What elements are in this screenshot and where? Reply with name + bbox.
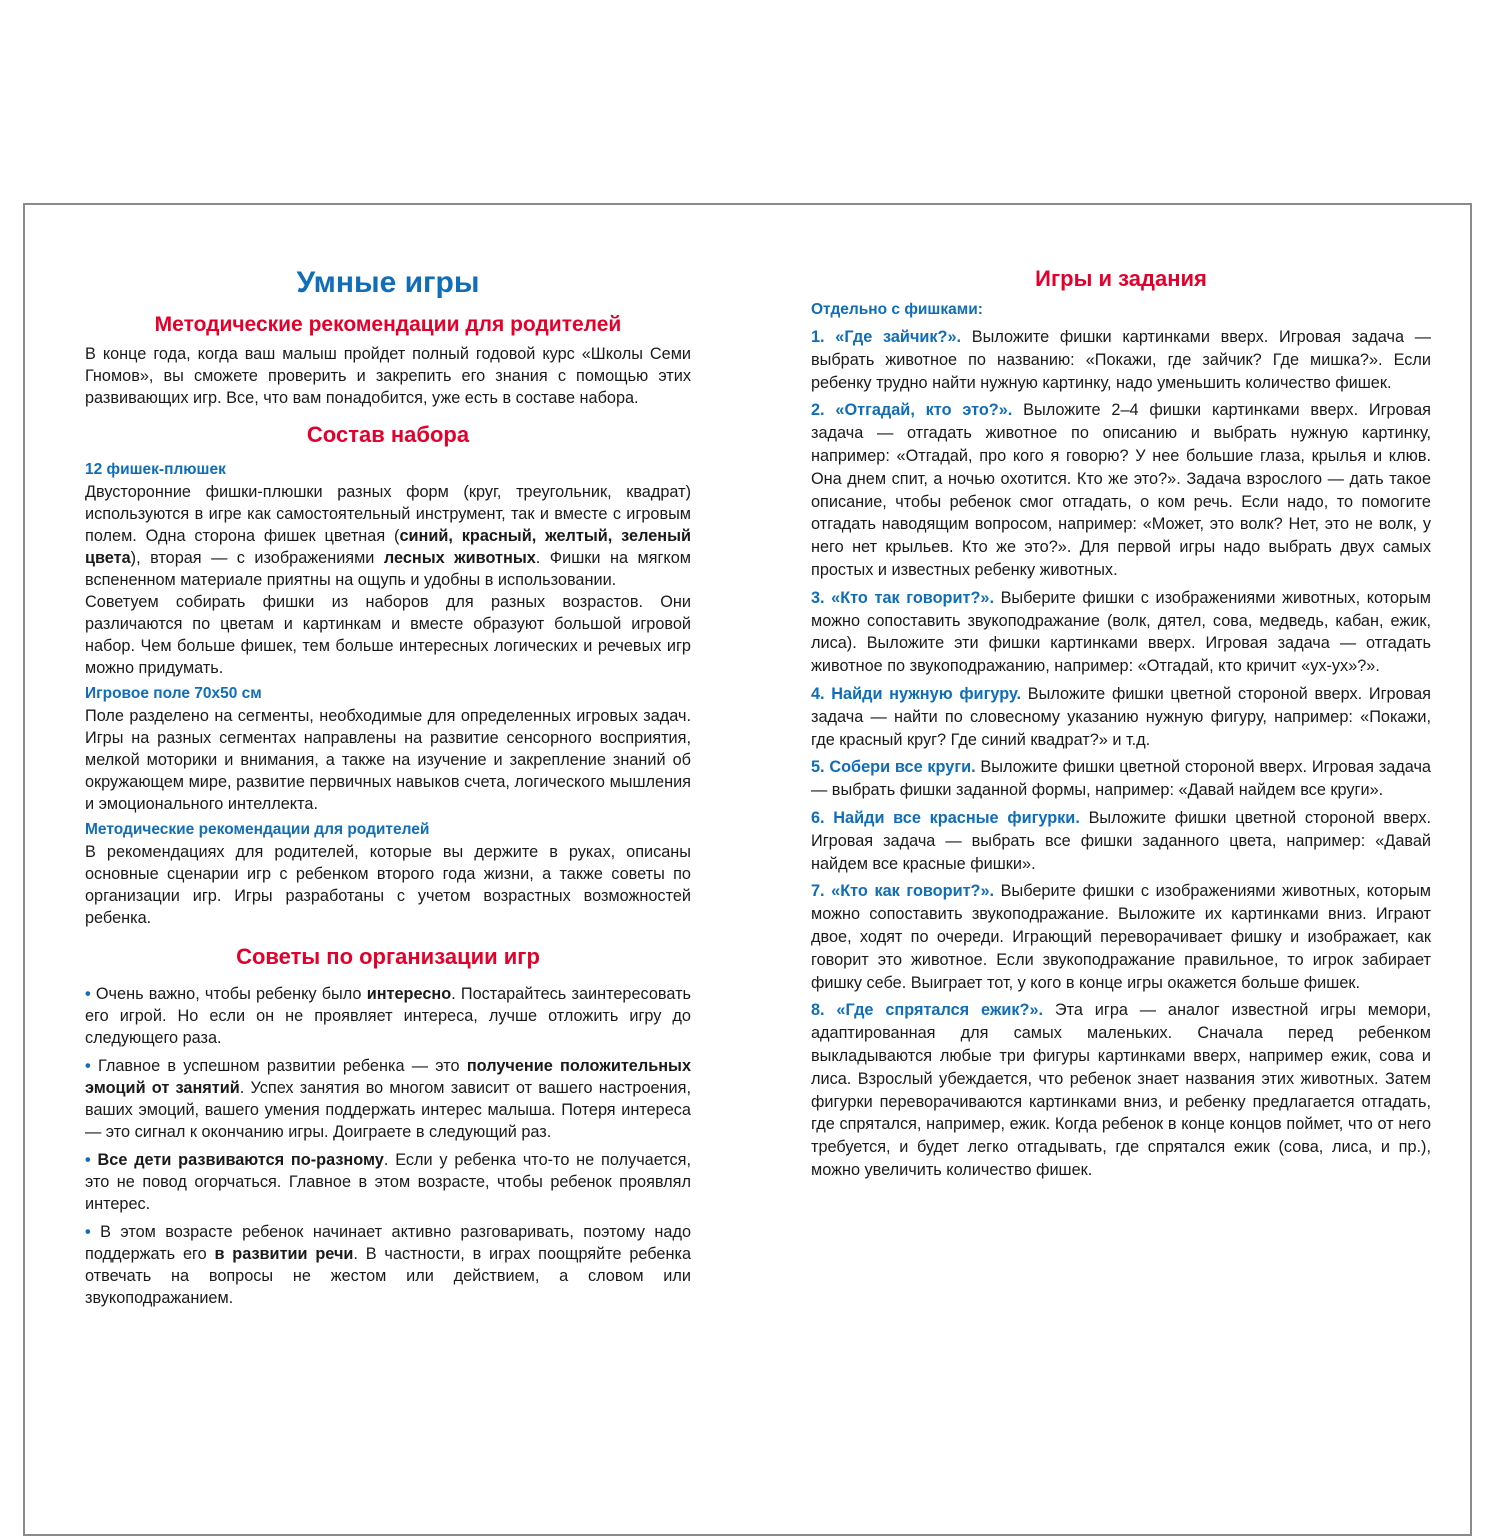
game-field-heading: Игровое поле 70x50 см <box>85 685 262 702</box>
game-name: 5. Собери все круги. <box>811 758 976 777</box>
bullet-icon: • <box>85 985 91 1003</box>
document-page <box>23 203 1472 1536</box>
game-item: 6. Найди все красные фигурки. Выложите фишки цветной стороной вверх. Игровая задача — выбрать все фишки заданного цвета, например: «Давай найдем все красные фишки». <box>811 808 1431 873</box>
intro-paragraph: В конце года, когда ваш малыш пройдет полный годовой курс «Школы Семи Гномов», вы сможете проверить и закрепить его знания с помощью этих развивающих игр. Все, что вам понадобится, уже есть в составе набора. <box>85 345 691 407</box>
chips-only-label: Отдельно с фишками: <box>811 301 983 318</box>
game-name: 1. «Где зайчик?». <box>811 328 962 346</box>
recommendations-paragraph: В рекомендациях для родителей, которые вы держите в руках, описаны основные сценарии игр с ребенком второго года жизни, а также советы по организации игр. Игры разработаны с учетом возрастных возможностей ребенка. <box>85 843 691 927</box>
game-item: 5. Собери все круги. Выложите фишки цветной стороной вверх. Игровая задача — выбрать фишки заданной формы, например: «Давай найдем все круги». <box>811 758 1431 800</box>
chips-heading: 12 фишек-плюшек <box>85 461 226 478</box>
left-column <box>85 261 691 1309</box>
tip-item: • Главное в успешном развитии ребенка — это получение положительных эмоций от занятий. Успех занятия во многом зависит от вашего настроения, ваших эмоций, вашего умения поддержать интерес малыша. Потеря интереса — это сигнал к окончанию игры. Доиграете в следующий раз. <box>85 1057 691 1141</box>
game-name: 2. «Отгадай, кто это?». <box>811 401 1013 420</box>
bullet-icon: • <box>85 1057 91 1075</box>
game-name: 6. Найди все красные фигурки. <box>811 808 1080 827</box>
chips-advice-paragraph: Советуем собирать фишки из наборов для разных возрастов. Они различаются по цветам и картинкам и вместе образуют большой игровой набор. Чем больше фишек, тем больше интересных логических и речевых игр можно придумать. <box>85 593 691 677</box>
game-name: 8. «Где спрятался ежик?». <box>811 1001 1044 1020</box>
game-item: 3. «Кто так говорит?». Выберите фишки с изображениями животных, которым можно сопоставить звукоподражание (волк, дятел, сова, медведь, кабан, ежик, лиса). Выложите эти фишки картинками вверх. Игровая задача — отгадать животное по звукоподражанию, например: «Отгадай, кто кричит «ух-ух»?». <box>811 588 1431 676</box>
kit-contents-heading: Состав набора <box>306 422 470 447</box>
game-item: 2. «Отгадай, кто это?». Выложите 2–4 фишки картинками вверх. Игровая задача — отгадать животное по описанию и выбрать нужную картинку, например: «Отгадай, про кого я говорю? У нее большие глаза, крылья и клюв. Она днем спит, а ночью охотится. Кто же это?». Задача взрослого — дать такое описание, чтобы ребенок смог отгадать, о ком речь. Если надо, то помогите отгадать наводящим вопросом, например: «Может, это волк? Нет, это не волк, у него нет крыльев. Кто же это?». Для первой игры надо выбрать двух самых простых и известных ребенку животных. <box>811 401 1431 579</box>
parents-guide-subtitle: Методические рекомендации для родителей <box>154 313 622 336</box>
game-item: 4. Найди нужную фигуру. Выложите фишки цветной стороной вверх. Игровая задача — найти по словесному указанию нужную фигуру, например: «Покажи, где красный круг? Где синий квадрат?» и т.д. <box>811 684 1431 749</box>
page-title: Умные игры <box>296 266 480 299</box>
game-name: 3. «Кто так говорит?». <box>811 588 994 607</box>
bullet-icon: • <box>85 1151 91 1169</box>
right-column <box>811 261 1431 1182</box>
chips-paragraph: Двусторонние фишки-плюшки разных форм (круг, треугольник, квадрат) используются в игре как самостоятельный инструмент, так и вместе с игровым полем. Одна сторона фишек цветная (синий, красный, желтый, зеленый цвета), вторая — с изображениями лесных животных. Фишки на мягком вспененном материале приятны на ощупь и удобны в использовании. <box>85 483 692 589</box>
game-item: 7. «Кто как говорит?». Выберите фишки с изображениями животных, которым можно сопоставить звукоподражание. Выложите их картинками вниз. Играют двое, ходят по очереди. Играющий переворачивает фишку и изображает, как говорит это животное. Если звукоподражание правильное, то игрок забирает фишку себе. Выиграет тот, у кого в конце игры окажется больше фишек. <box>811 882 1431 992</box>
game-name: 4. Найди нужную фигуру. <box>811 684 1022 703</box>
tip-item: • Очень важно, чтобы ребенку было интересно. Постарайтесь заинтересовать его игрой. Но если он не проявляет интереса, лучше отложить игру до следующего раза. <box>85 985 692 1047</box>
game-name: 7. «Кто как говорит?». <box>811 882 995 901</box>
tip-item: • Все дети развиваются по-разному. Если у ребенка что-то не получается, это не повод огорчаться. Главное в этом возрасте, чтобы ребенок проявлял интерес. <box>85 1151 691 1213</box>
tips-heading: Советы по организации игр <box>236 944 540 969</box>
recommendations-heading: Методические рекомендации для родителей <box>85 821 430 838</box>
tip-item: • В этом возрасте ребенок начинает активно разговаривать, поэтому надо поддержать его в развитии речи. В частности, в играх поощряйте ребенка отвечать на вопросы не жестом или действием, а словом или звукоподражанием. <box>85 1223 692 1307</box>
chips-colors-bold: синий, красный, желтый, зеленый цвета <box>85 527 692 567</box>
game-item: 8. «Где спрятался ежик?». Эта игра — аналог известной игры мемори, адаптированная для самых маленьких. Сначала перед ребенком выкладываются любые три фигуры картинками вверх, например ежик, сова и лиса. Взрослый убеждается, что ребенок знает названия этих животных. Затем фигурки переворачиваются картинками вниз, и ребенку предлагается отгадать, где спрятался, например, ежик. Когда ребенок в конце концов поймет, что от него требуется, и будет легко отгадывать, где спрятался ежик (сова, лиса, и пр.), можно увеличить количество фишек. <box>811 1001 1431 1179</box>
bullet-icon: • <box>85 1223 91 1241</box>
game-field-paragraph: Поле разделено на сегменты, необходимые для определенных игровых задач. Игры на разных сегментах направлены на развитие сенсорного восприятия, мелкой моторики и внимания, а также на изучение и закрепление знаний об окружающем мире, развитие первичных навыков счета, логического мышления и эмоционального интеллекта. <box>85 707 691 813</box>
games-heading: Игры и задания <box>1035 266 1207 291</box>
game-item: 1. «Где зайчик?». Выложите фишки картинками вверх. Игровая задача — выбрать животное по названию: «Покажи, где зайчик? Где мишка?». Если ребенку трудно найти нужную картинку, надо уменьшить количество фишек. <box>811 328 1431 392</box>
forest-animals-bold: лесных животных <box>383 549 536 567</box>
